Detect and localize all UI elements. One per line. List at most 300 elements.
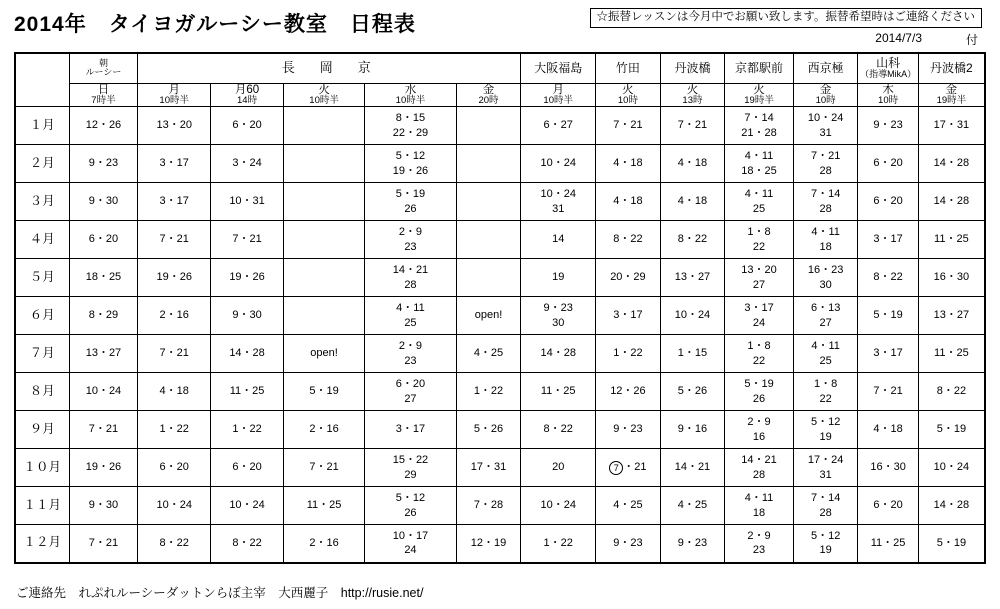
schedule-cell (456, 297, 521, 335)
schedule-dates: 5・12 (395, 492, 426, 505)
month-label: １２月 (15, 525, 69, 563)
location-header-asa-rusie (69, 53, 138, 83)
col-dow: 月 (168, 83, 180, 96)
schedule-cell (725, 145, 794, 183)
schedule-cell (725, 107, 794, 145)
schedule-cell (138, 449, 211, 487)
schedule-dates: 23 (404, 354, 417, 367)
schedule-dates: 1・8 (747, 340, 771, 353)
schedule-cell (365, 487, 457, 525)
schedule-cell (596, 259, 661, 297)
schedule-dates: 7・14 (810, 188, 841, 201)
schedule-cell (365, 449, 457, 487)
schedule-cell (725, 411, 794, 449)
schedule-dates: 9・30 (88, 499, 119, 512)
day-header-row (15, 83, 985, 107)
col-header-2 (211, 83, 284, 107)
schedule-cell (69, 411, 138, 449)
schedule-cell (138, 259, 211, 297)
schedule-cell (858, 449, 918, 487)
col-dow: 火 (686, 83, 699, 96)
col-time: 7時半 (91, 94, 116, 106)
col-time: 10時半 (543, 94, 573, 106)
schedule-cell (725, 449, 794, 487)
schedule-cell (456, 183, 521, 221)
schedule-cell (793, 221, 858, 259)
schedule-cell (793, 487, 858, 525)
schedule-dates: 17・31 (933, 119, 970, 132)
schedule-cell (918, 183, 985, 221)
schedule-cell (858, 373, 918, 411)
schedule-dates: 4・25 (613, 499, 643, 512)
schedule-dates: 10・24 (807, 112, 844, 125)
col-time: 20時 (478, 94, 499, 106)
schedule-cell (283, 487, 364, 525)
schedule-dates: 6・20 (88, 233, 119, 246)
schedule-dates: 1・22 (473, 385, 504, 398)
col-dow: 金 (819, 83, 832, 96)
schedule-table (14, 52, 986, 564)
schedule-cell (858, 487, 918, 525)
schedule-cell (858, 107, 918, 145)
schedule-dates: 28 (819, 202, 832, 215)
schedule-dates: 1・22 (232, 423, 262, 436)
schedule-dates: 4・11 (744, 188, 774, 201)
schedule-cell (69, 449, 138, 487)
schedule-cell (660, 259, 725, 297)
schedule-cell (725, 373, 794, 411)
schedule-cell (793, 525, 858, 563)
schedule-cell (365, 373, 457, 411)
location-header-yamashina (858, 53, 918, 83)
schedule-dates: 23 (752, 544, 766, 557)
month-label: ８月 (15, 373, 69, 411)
schedule-dates: 26 (404, 202, 417, 215)
schedule-cell (69, 487, 138, 525)
schedule-dates: 2・9 (398, 226, 423, 239)
schedule-cell (918, 221, 985, 259)
schedule-dates: 22 (752, 240, 766, 253)
schedule-dates: 5・19 (936, 537, 967, 550)
schedule-cell (521, 259, 596, 297)
schedule-dates: 15・22 (392, 454, 429, 467)
schedule-cell (793, 145, 858, 183)
schedule-cell (69, 183, 138, 221)
col-header-8 (660, 83, 725, 107)
schedule-dates: 6・27 (543, 119, 573, 132)
schedule-dates: 25 (752, 202, 766, 215)
schedule-cell (456, 335, 521, 373)
month-label: １月 (15, 107, 69, 145)
col-time: 13時 (682, 94, 703, 106)
table-row (15, 525, 985, 563)
schedule-dates: 31 (819, 468, 832, 481)
schedule-dates: 9・30 (88, 195, 119, 208)
schedule-cell (283, 449, 364, 487)
schedule-cell (211, 221, 284, 259)
circled-number: 7 (609, 461, 623, 475)
schedule-cell (69, 145, 138, 183)
schedule-dates: 6・20 (873, 195, 903, 208)
schedule-cell (521, 297, 596, 335)
schedule-cell (456, 487, 521, 525)
schedule-dates: 19 (819, 430, 832, 443)
schedule-cell (725, 297, 794, 335)
col-dow: 木 (882, 83, 894, 96)
schedule-dates: 27 (752, 278, 766, 291)
schedule-dates: 25 (404, 316, 417, 329)
schedule-cell (521, 373, 596, 411)
schedule-cell (283, 145, 364, 183)
schedule-cell (365, 297, 457, 335)
schedule-cell (521, 449, 596, 487)
schedule-cell (918, 107, 985, 145)
schedule-dates: 6・20 (873, 499, 903, 512)
schedule-dates: 4・18 (677, 157, 708, 170)
schedule-dates: 28 (404, 278, 417, 291)
schedule-cell (69, 259, 138, 297)
location-header-row (15, 53, 985, 83)
schedule-cell (596, 449, 661, 487)
schedule-dates: 26 (752, 392, 766, 405)
schedule-cell (793, 335, 858, 373)
schedule-cell (596, 411, 661, 449)
schedule-cell (521, 411, 596, 449)
schedule-cell (211, 487, 284, 525)
schedule-cell (365, 145, 457, 183)
schedule-cell (918, 411, 985, 449)
col-time: 10時半 (395, 94, 426, 106)
month-label: ９月 (15, 411, 69, 449)
schedule-cell (521, 145, 596, 183)
schedule-dates: 28 (752, 468, 766, 481)
col-time: 14時 (237, 94, 258, 106)
schedule-dates: 9・16 (677, 423, 708, 436)
schedule-cell (660, 145, 725, 183)
schedule-cell (211, 525, 284, 563)
schedule-cell (211, 183, 284, 221)
schedule-dates: 3・17 (873, 233, 903, 246)
schedule-cell (138, 145, 211, 183)
schedule-dates: 16・23 (807, 264, 844, 277)
schedule-cell (660, 525, 725, 563)
table-row (15, 373, 985, 411)
schedule-dates: 6・20 (873, 157, 903, 170)
schedule-dates: 9・23 (613, 423, 643, 436)
schedule-dates: 13・27 (933, 309, 970, 322)
schedule-dates: 4・11 (744, 150, 774, 163)
schedule-cell (858, 335, 918, 373)
col-header-1 (138, 83, 211, 107)
schedule-dates: 14・21 (674, 461, 711, 474)
col-dow: 火 (753, 83, 765, 96)
page-header (0, 0, 1000, 52)
col-dow: 水 (404, 83, 417, 96)
schedule-dates: 12・26 (85, 119, 122, 132)
schedule-cell (596, 221, 661, 259)
schedule-dates: 9・23 (677, 537, 708, 550)
schedule-dates: 6・13 (810, 302, 841, 315)
schedule-cell (365, 183, 457, 221)
schedule-cell (365, 259, 457, 297)
schedule-dates: 7・21 (88, 423, 119, 436)
schedule-dates: 4・11 (396, 302, 425, 315)
month-label: ６月 (15, 297, 69, 335)
location-header-osaka-fukushima: 大阪福島 (521, 53, 596, 83)
location-label-sub: （指導MikA） (860, 69, 917, 80)
schedule-dates: 7・21 (873, 385, 903, 398)
col-header-9 (725, 83, 794, 107)
schedule-cell (596, 297, 661, 335)
col-dow: 金 (945, 83, 958, 96)
schedule-dates: 10・24 (85, 385, 122, 398)
schedule-dates: 1・8 (747, 226, 771, 239)
schedule-cell (858, 221, 918, 259)
schedule-cell (283, 107, 364, 145)
schedule-cell (521, 183, 596, 221)
schedule-dates: 9・23 (88, 157, 119, 170)
schedule-dates: 8・29 (88, 309, 119, 322)
schedule-cell (596, 525, 661, 563)
schedule-cell (918, 259, 985, 297)
schedule-dates: 18 (819, 240, 832, 253)
schedule-dates: 13・27 (674, 271, 711, 284)
schedule-dates: 7・21 (309, 461, 339, 474)
schedule-cell (138, 107, 211, 145)
location-label-line1: 朝 (98, 57, 108, 68)
schedule-dates: 7・21 (232, 233, 262, 246)
col-dow: 月 (552, 83, 564, 96)
col-dow: 火 (318, 83, 330, 96)
schedule-dates: 8・15 (395, 112, 426, 125)
schedule-dates: 20 (552, 461, 565, 474)
schedule-cell (69, 373, 138, 411)
month-label: ４月 (15, 221, 69, 259)
schedule-cell (660, 335, 725, 373)
schedule-dates: 1・22 (543, 537, 573, 550)
schedule-dates: 8・22 (936, 385, 967, 398)
schedule-dates: 7・14 (810, 492, 841, 505)
col-dow: 火 (622, 83, 634, 96)
schedule-body (15, 107, 985, 563)
schedule-dates: 19・26 (85, 461, 122, 474)
schedule-dates: 10・31 (229, 195, 265, 208)
schedule-cell (596, 183, 661, 221)
schedule-cell (521, 487, 596, 525)
schedule-cell (138, 297, 211, 335)
schedule-cell (211, 411, 284, 449)
corner-cell (15, 53, 69, 107)
schedule-cell (725, 335, 794, 373)
col-header-12 (918, 83, 985, 107)
schedule-dates: 28 (819, 164, 832, 177)
schedule-cell (725, 183, 794, 221)
col-time: 10時 (617, 94, 638, 106)
schedule-cell (521, 525, 596, 563)
col-header-6 (521, 83, 596, 107)
location-header-nagaokakyo: 長 岡 京 (138, 53, 521, 83)
schedule-dates: 17・24 (807, 454, 844, 467)
schedule-dates: 1・22 (159, 423, 189, 436)
schedule-dates: 5・26 (473, 423, 504, 436)
schedule-dates: 14・28 (933, 499, 970, 512)
schedule-dates: 8・22 (543, 423, 573, 436)
schedule-dates: 14・28 (933, 195, 970, 208)
schedule-dates: 9・23 (613, 537, 643, 550)
schedule-dates: 10・24 (229, 499, 265, 512)
schedule-dates: 2・9 (747, 416, 771, 429)
schedule-dates: 3・17 (159, 195, 189, 208)
table-row (15, 145, 985, 183)
schedule-dates: 31 (552, 202, 565, 215)
schedule-cell (858, 297, 918, 335)
schedule-cell (793, 183, 858, 221)
schedule-dates: 3・17 (744, 302, 774, 315)
schedule-cell (211, 449, 284, 487)
schedule-cell (211, 335, 284, 373)
schedule-dates: 24 (752, 316, 766, 329)
schedule-cell (793, 259, 858, 297)
schedule-dates: 24 (404, 544, 417, 557)
schedule-dates: 13・20 (156, 119, 192, 132)
schedule-dates: 7・28 (473, 499, 504, 512)
schedule-cell (211, 297, 284, 335)
col-header-0 (69, 83, 138, 107)
col-dow: 日 (97, 83, 110, 96)
schedule-dates: 4・11 (811, 340, 840, 353)
col-header-10 (793, 83, 858, 107)
schedule-cell (283, 259, 364, 297)
schedule-cell (725, 487, 794, 525)
schedule-cell (456, 449, 521, 487)
schedule-dates: 2・16 (159, 309, 189, 322)
schedule-dates: 7・14 (744, 112, 774, 125)
schedule-dates: 4・25 (677, 499, 708, 512)
schedule-dates: 10・24 (674, 309, 711, 322)
table-row (15, 411, 985, 449)
schedule-cell (283, 525, 364, 563)
schedule-dates: 5・19 (744, 378, 774, 391)
schedule-dates: 10・24 (540, 157, 576, 170)
schedule-dates: 4・18 (613, 195, 643, 208)
schedule-dates: 19・26 (156, 271, 192, 284)
schedule-dates: 13・20 (741, 264, 777, 277)
schedule-dates: 5・19 (395, 188, 426, 201)
schedule-dates: 11・25 (540, 385, 576, 398)
location-label-line2: ルーシー (85, 67, 122, 78)
schedule-dates: 19 (819, 544, 832, 557)
schedule-dates: 12・26 (610, 385, 646, 398)
schedule-dates: 5・12 (395, 150, 426, 163)
schedule-dates: 4・11 (811, 226, 840, 239)
schedule-cell (69, 335, 138, 373)
schedule-dates: 5・19 (873, 309, 903, 322)
location-label-main: 山科 (876, 55, 901, 70)
schedule-dates: 27 (404, 392, 417, 405)
schedule-cell (69, 525, 138, 563)
schedule-dates: 18・25 (85, 271, 122, 284)
schedule-cell (365, 107, 457, 145)
schedule-cell (456, 259, 521, 297)
schedule-dates: 3・24 (232, 157, 262, 170)
schedule-dates: 1・22 (613, 347, 643, 360)
schedule-cell (456, 411, 521, 449)
schedule-dates: 10・24 (156, 499, 192, 512)
schedule-cell (521, 335, 596, 373)
schedule-dates: 3・17 (613, 309, 643, 322)
schedule-cell (596, 145, 661, 183)
document-date: 2014/7/3 (875, 31, 922, 45)
schedule-dates: 2・16 (309, 423, 339, 436)
schedule-dates: 14・28 (540, 347, 576, 360)
col-dow: 金 (482, 83, 495, 96)
schedule-cell (69, 221, 138, 259)
schedule-dates: 10・24 (933, 461, 970, 474)
schedule-dates: 3・17 (873, 347, 903, 360)
col-time: 19時半 (744, 94, 774, 106)
schedule-cell (138, 183, 211, 221)
schedule-cell (793, 449, 858, 487)
col-time: 10時 (878, 94, 899, 106)
schedule-dates: 5・12 (810, 416, 841, 429)
schedule-dates: 3・17 (395, 423, 426, 436)
col-dow: 月60 (234, 83, 260, 96)
schedule-dates: 11・25 (870, 537, 906, 550)
table-row (15, 487, 985, 525)
schedule-cell (456, 107, 521, 145)
table-row (15, 221, 985, 259)
schedule-dates: 14・21 (741, 454, 777, 467)
schedule-dates: 5・12 (810, 529, 841, 542)
schedule-dates: 20・29 (610, 271, 646, 284)
schedule-cell (138, 487, 211, 525)
schedule-dates: 6・20 (232, 119, 262, 132)
schedule-dates: 2・16 (309, 537, 339, 550)
schedule-dates: 5・19 (309, 385, 339, 398)
schedule-dates: 8・22 (873, 271, 903, 284)
schedule-cell (211, 373, 284, 411)
location-header-kyoto-ekimae: 京都駅前 (725, 53, 794, 83)
schedule-dates: 7 ・21 (596, 460, 660, 475)
month-label: ３月 (15, 183, 69, 221)
schedule-dates: 30 (819, 278, 832, 291)
footer-contact: ご連絡先 れぷれルーシーダットンらぼ主宰 大西麗子 http://rusie.net/ (16, 586, 424, 600)
schedule-cell (365, 411, 457, 449)
schedule-cell (138, 373, 211, 411)
schedule-dates: 22 (819, 392, 832, 405)
table-row (15, 259, 985, 297)
schedule-cell (793, 411, 858, 449)
schedule-cell (138, 335, 211, 373)
schedule-dates: 6・20 (232, 461, 262, 474)
schedule-dates: 12・19 (470, 537, 507, 550)
schedule-dates: 18 (752, 506, 766, 519)
schedule-dates: 4・18 (613, 157, 643, 170)
schedule-cell (456, 525, 521, 563)
schedule-dates: 8・22 (232, 537, 262, 550)
schedule-dates: 7・21 (613, 119, 643, 132)
col-time: 19時半 (936, 94, 967, 106)
schedule-cell (858, 525, 918, 563)
schedule-dates: 11・25 (306, 499, 342, 512)
schedule-dates: 11・25 (229, 385, 265, 398)
schedule-dates: 8・22 (613, 233, 643, 246)
schedule-cell (283, 411, 364, 449)
schedule-cell (69, 297, 138, 335)
schedule-dates: 1・8 (814, 378, 838, 391)
location-header-nishikyogoku: 西京極 (793, 53, 858, 83)
schedule-dates: 13・27 (85, 347, 122, 360)
